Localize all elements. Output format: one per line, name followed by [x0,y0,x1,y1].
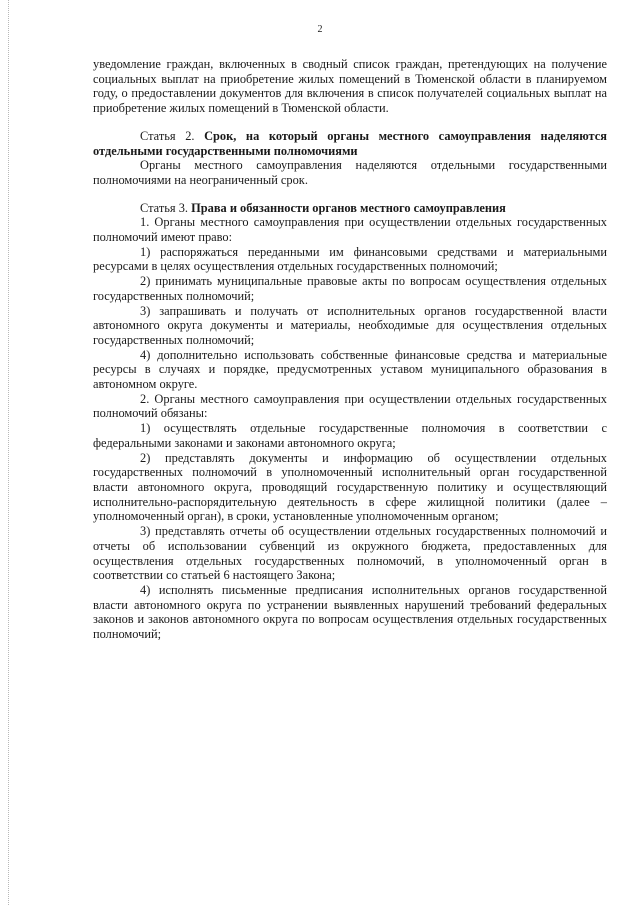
article-3-clause: 1) распоряжаться переданными им финансовыми средствами и материальными ресурсами в целях осуществления отдельных государственных полномочий; [93,244,607,274]
page-number: 2 [317,24,323,35]
article-2-heading [93,129,607,158]
article-3-clause: 4) дополнительно использовать собственные финансовые средства и материальные ресурсы в случаях и порядке, предусмотренных уставом муниципального образования в автономном округе. [93,347,607,392]
article-3-heading [93,201,607,216]
article-3-clause: 1) осуществлять отдельные государственные полномочия в соответствии с федеральными законами и законами автономного округа; [93,421,607,450]
article-2-title: Срок, на который органы местного самоуправления наделяются отдельными государственными полномочиями [93,128,607,158]
margin-line [8,0,9,905]
article-3-clause: 2) принимать муниципальные правовые акты по вопросам осуществления отдельных государственных полномочий; [93,274,607,303]
article-3-prefix: Статья 3. [140,200,192,215]
document-body [93,57,607,642]
article-2-prefix: Статья 2. [140,128,205,143]
article-3-clause: 2. Органы местного самоуправления при осуществлении отдельных государственных полномочий обязаны: [93,391,607,421]
article-3-title: Права и обязанности органов местного самоуправления [191,200,506,215]
article-2-text: Органы местного самоуправления наделяются отдельными государственными полномочиями на неограниченный срок. [93,158,607,187]
article-3-clause: 1. Органы местного самоуправления при осуществлении отдельных государственных полномочий имеют право: [93,215,607,245]
article-3-clause: 3) представлять отчеты об осуществлении отдельных государственных полномочий и отчеты об использовании субвенций из окружного бюджета, предоставленных для осуществления отдельных государственных полномочий, в уполномоченный орган в соответствии со статьей 6 настоящего Закона; [93,524,607,583]
article-3-clause: 4) исполнять письменные предписания исполнительных органов государственной власти автономного округа по устранении выявленных нарушений требований федеральных законов и законов автономного округа по вопросам осуществления отдельных государственных полномочий; [93,582,607,642]
article-3-clause: 3) запрашивать и получать от исполнительных органов государственной власти автономного округа документы и материалы, необходимые для осуществления отдельных государственных полномочий; [93,303,607,347]
article-3-clause: 2) представлять документы и информацию об осуществлении отдельных государственных полномочий в уполномоченный исполнительный орган государственной власти автономного округа, проводящий государственную политику и осуществляющий исполнительно-распорядительную деятельность в сфере жилищной политики (далее – уполномоченный орган), в сроки, установленные уполномоченным органом; [93,450,607,524]
intro-paragraph: уведомление граждан, включенных в сводный список граждан, претендующих на получение социальных выплат на приобретение жилых помещений в Тюменской области в планируемом году, о предоставлении документов для включения в список получателей социальных выплат на приобретение жилых помещений в Тюменской области. [93,57,607,116]
